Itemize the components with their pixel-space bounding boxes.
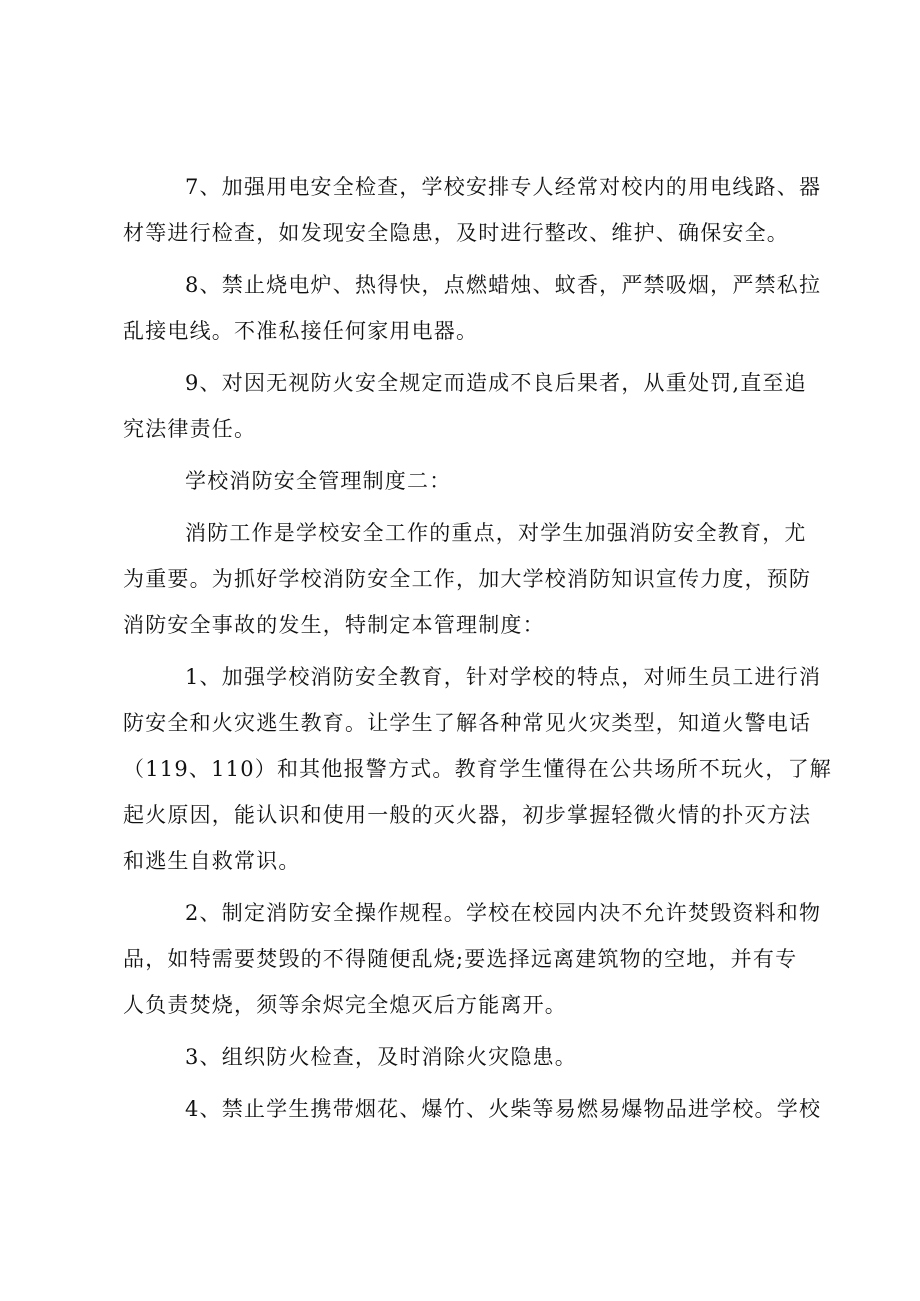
text-line: 消防安全事故的发生，特制定本管理制度：: [123, 613, 545, 637]
text-line: 起火原因，能认识和使用一般的灭火器，初步掌握轻微火情的扑灭方法: [123, 803, 812, 827]
paragraph-item-8: [123, 262, 822, 354]
text-line: 消防工作是学校安全工作的重点，对学生加强消防安全教育，尤: [185, 521, 807, 545]
text-line: （119、110）和其他报警方式。教育学生懂得在公共场所不玩火，了解: [123, 757, 832, 781]
text-line: 2、制定消防安全操作规程。学校在校园内决不允许焚毁资料和物: [185, 901, 822, 925]
text-line: 1、加强学校消防安全教育，针对学校的特点，对师生员工进行消: [185, 665, 822, 689]
text-line: 4、禁止学生携带烟花、爆竹、火柴等易燃易爆物品进学校。学校: [185, 1097, 822, 1121]
text-line: 7、加强用电安全检查，学校安排专人经常对校内的用电线路、器: [185, 175, 822, 199]
section-heading: [123, 458, 799, 504]
text-line: 究法律责任。: [123, 417, 257, 441]
text-line: 8、禁止烧电炉、热得快，点燃蜡烛、蚊香，严禁吸烟，严禁私拉: [185, 273, 822, 297]
document-body: [123, 164, 832, 1132]
text-line: 和逃生自救常识。: [123, 849, 301, 873]
paragraph-item-2: [123, 890, 822, 1028]
paragraph-item-7: [123, 164, 822, 256]
section-heading-text: 学校消防安全管理制度二：: [185, 469, 452, 493]
text-line: 为重要。为抓好学校消防安全工作，加大学校消防知识宣传力度，预防: [123, 567, 812, 591]
paragraph-intro: [123, 510, 812, 648]
paragraph-item-4: [123, 1086, 822, 1132]
text-line: 品，如特需要焚毁的不得随便乱烧;要选择远离建筑物的空地，并有专: [123, 947, 798, 971]
text-line: 9、对因无视防火安全规定而造成不良后果者，从重处罚,直至追: [185, 371, 807, 395]
paragraph-item-9: [123, 360, 807, 452]
text-line: 人负责焚烧，须等余烬完全熄灭后方能离开。: [123, 993, 567, 1017]
paragraph-item-3: [123, 1034, 799, 1080]
text-line: 乱接电线。不准私接任何家用电器。: [123, 319, 479, 343]
paragraph-item-1: [123, 654, 832, 884]
text-line: 3、组织防火检查，及时消除火灾隐患。: [185, 1045, 577, 1069]
text-line: 防安全和火灾逃生教育。让学生了解各种常见火灾类型，知道火警电话: [123, 711, 812, 735]
text-line: 材等进行检查，如发现安全隐患，及时进行整改、维护、确保安全。: [123, 221, 789, 245]
